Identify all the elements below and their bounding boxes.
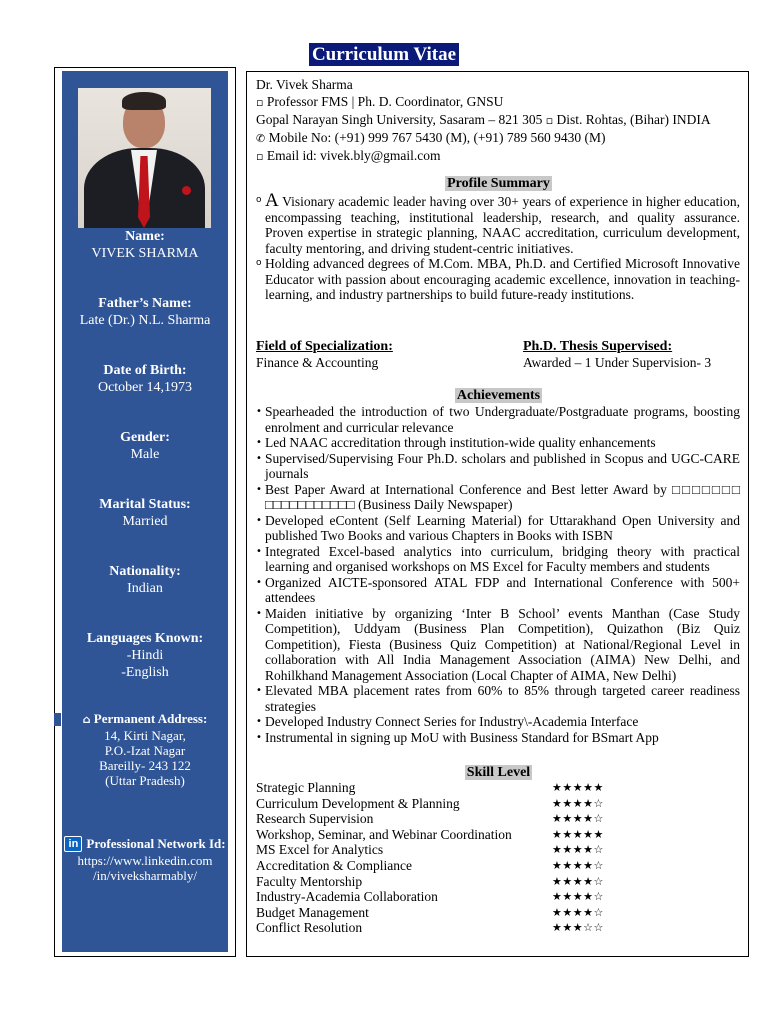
skill-name: Faculty Mentorship: [256, 873, 363, 889]
dob-value: October 14,1973: [97, 380, 193, 395]
skill-row: [256, 796, 656, 812]
specialization: [256, 338, 393, 370]
achievement-item: • Supervised/Supervising Four Ph.D. scholars and published in Scopus and UGC-CARE journals: [256, 450, 740, 481]
home-icon: ⌂: [82, 713, 91, 726]
gender-value: Male: [130, 447, 160, 462]
phone-icon: ✆: [256, 132, 266, 145]
achievements-list: [256, 404, 740, 745]
profile-summary: [256, 190, 740, 303]
main-panel: [246, 71, 749, 957]
skill-name: Industry-Academia Collaboration: [256, 889, 438, 905]
name-value: VIVEK SHARMA: [91, 246, 199, 261]
skill-row: [256, 889, 656, 905]
address-line-3: Bareilly- 243 122: [99, 758, 191, 773]
skill-rating-stars: ★★★★☆: [552, 812, 604, 826]
network-url-2[interactable]: /in/viveksharmably/: [93, 868, 197, 883]
skill-name: Strategic Planning: [256, 780, 356, 795]
skill-row: [256, 920, 656, 936]
nationality-value: Indian: [127, 581, 163, 596]
father-label: Father’s Name:: [98, 296, 192, 311]
achievement-item: • Instrumental in signing up MoU with Business Standard for BSmart App: [256, 729, 659, 745]
skill-row: [256, 858, 656, 874]
achievement-item: • Organized AICTE-sponsored ATAL FDP and International Conference with 500+ attendees: [256, 574, 740, 605]
skill-row: [256, 874, 656, 890]
language-english: -English: [121, 665, 169, 680]
address-marker: [54, 713, 61, 726]
network-label: in Professional Network Id:: [62, 835, 228, 852]
marital-block: [62, 496, 228, 530]
achievement-item: • Maiden initiative by organizing ‘Inter B School’ events Manthan (Case Study Competition), Uddyam (Business Plan Competition), Quizathon (Biz Quiz Competition), Fiesta (Business Quiz Competition) at National/Regional Level in collaboration with All India Management Association (AIMA) New Delhi, and Rohilkhand Management Association (Local Chapter of AIMA, New Delhi): [256, 605, 740, 683]
skill-rating-stars: ★★★★☆: [552, 796, 604, 810]
skill-rating-stars: ★★★★☆: [552, 843, 604, 857]
achievement-item: • Elevated MBA placement rates from 60% to 85% through targeted career readiness strategies: [256, 683, 740, 714]
location-icon: ▫: [545, 114, 554, 127]
languages-block: [62, 630, 228, 681]
contact-position: ▫ Professor FMS | Ph. D. Coordinator, GNSU: [256, 94, 504, 109]
language-hindi: -Hindi: [126, 648, 164, 663]
skill-rating-stars: ★★★★☆: [552, 859, 604, 872]
address-block: [62, 710, 228, 788]
profile-item-2: o Holding advanced degrees of M.Com. MBA, Ph.D. and Certified Microsoft Innovative Educator with passion about encouraging academic excellence, innovation in teaching-learning, and industry partnerships to build future-ready institutions.: [256, 256, 740, 302]
thesis-value: Awarded – 1 Under Supervision- 3: [523, 354, 712, 370]
achievement-item: • Led NAAC accreditation through institution-wide quality enhancements: [256, 435, 656, 450]
network-block: [62, 835, 228, 883]
sidebar: [62, 71, 228, 952]
skill-row: [256, 780, 656, 796]
profile-item-1: o A Visionary academic leader having over 30+ years of experience in higher education, encompassing teaching, institutional leadership, research, and quality assurance. Proven expertise in strategic planning, NAAC accreditation, curriculum development, faculty mentoring, and driving student-centric initiatives.: [256, 190, 740, 256]
achievement-item: • Developed Industry Connect Series for Industry\-Academia Interface: [256, 714, 639, 729]
languages-label: Languages Known:: [86, 631, 204, 646]
skill-row: [256, 842, 656, 858]
briefcase-icon: ▫: [256, 96, 264, 109]
skill-rating-stars: ★★★★☆: [552, 905, 604, 919]
specialization-value: Finance & Accounting: [256, 354, 379, 370]
skill-name: Research Supervision: [256, 811, 374, 827]
marital-label: Marital Status:: [99, 497, 191, 512]
achievements-heading: Achievements: [456, 388, 541, 403]
skill-name: Workshop, Seminar, and Webinar Coordination: [256, 826, 512, 842]
contact-mobile: ✆ Mobile No: (+91) 999 767 5430 (M), (+91) 789 560 9430 (M): [256, 130, 606, 145]
nationality-label: Nationality:: [109, 564, 181, 579]
skill-rating-stars: ★★★★★: [552, 827, 604, 841]
skill-row: [256, 905, 656, 921]
skill-name: Curriculum Development & Planning: [256, 795, 460, 811]
skill-rating-stars: ★★★★☆: [552, 890, 604, 904]
skill-row: [256, 811, 656, 827]
dob-label: Date of Birth:: [103, 363, 187, 378]
linkedin-icon: in: [64, 836, 82, 852]
address-line-2: P.O.-Izat Nagar: [104, 743, 186, 758]
title-wrapper: [0, 43, 768, 66]
profile-photo: [78, 88, 211, 228]
achievement-item: • Integrated Excel-based analytics into curriculum, bridging theory with practical learning and organised workshops on MS Excel for Faculty members and students: [256, 543, 740, 574]
father-block: [62, 295, 228, 329]
skill-rating-stars: ★★★☆☆: [552, 921, 604, 935]
specialization-label: Field of Specialization:: [256, 339, 393, 354]
profile-heading: Profile Summary: [447, 176, 550, 191]
address-label: ⌂ Permanent Address:: [82, 711, 208, 726]
gender-label: Gender:: [120, 430, 170, 445]
skills-heading: Skill Level: [466, 765, 531, 780]
dob-block: [62, 362, 228, 396]
skill-row: [256, 827, 656, 843]
skill-name: MS Excel for Analytics: [256, 842, 384, 858]
skill-name: Budget Management: [256, 904, 369, 920]
achievement-item: • Developed eContent (Self Learning Material) for Uttarakhand Open University and published Two Books and various Chapters in Books with ISBN: [256, 512, 740, 543]
skill-name: Accreditation & Compliance: [256, 858, 412, 873]
gender-block: [62, 429, 228, 463]
achievement-item: • Best Paper Award at International Conference and Best letter Award by □□□□□□□ □□□□□□□□□□□ (Business Daily Newspaper): [256, 481, 740, 512]
contact-email: ▫ Email id: vivek.bly@gmail.com: [256, 148, 441, 163]
father-value: Late (Dr.) N.L. Sharma: [79, 313, 211, 328]
page-title: Curriculum Vitae: [309, 43, 459, 66]
address-line-4: (Uttar Pradesh): [105, 773, 185, 788]
thesis: [523, 338, 711, 370]
skill-name: Conflict Resolution: [256, 920, 363, 936]
achievement-item: • Spearheaded the introduction of two Undergraduate/Postgraduate programs, boosting enrolment and curricular relevance: [256, 404, 740, 435]
skill-rating-stars: ★★★★☆: [552, 874, 604, 888]
skill-rating-stars: ★★★★★: [552, 781, 604, 794]
contact-address: Gopal Narayan Singh University, Sasaram – 821 305 ▫ Dist. Rohtas, (Bihar) INDIA: [256, 112, 711, 127]
name-label: Name:: [125, 229, 165, 244]
contact-name: Dr. Vivek Sharma: [256, 77, 353, 92]
name-block: [62, 228, 228, 262]
thesis-label: Ph.D. Thesis Supervised:: [523, 339, 673, 354]
email-icon: ▫: [256, 150, 264, 163]
network-url-1[interactable]: https://www.linkedin.com: [77, 853, 213, 868]
marital-value: Married: [122, 514, 168, 529]
contact-block: [256, 76, 740, 165]
address-line-1: 14, Kirti Nagar,: [104, 728, 186, 743]
nationality-block: [62, 563, 228, 597]
